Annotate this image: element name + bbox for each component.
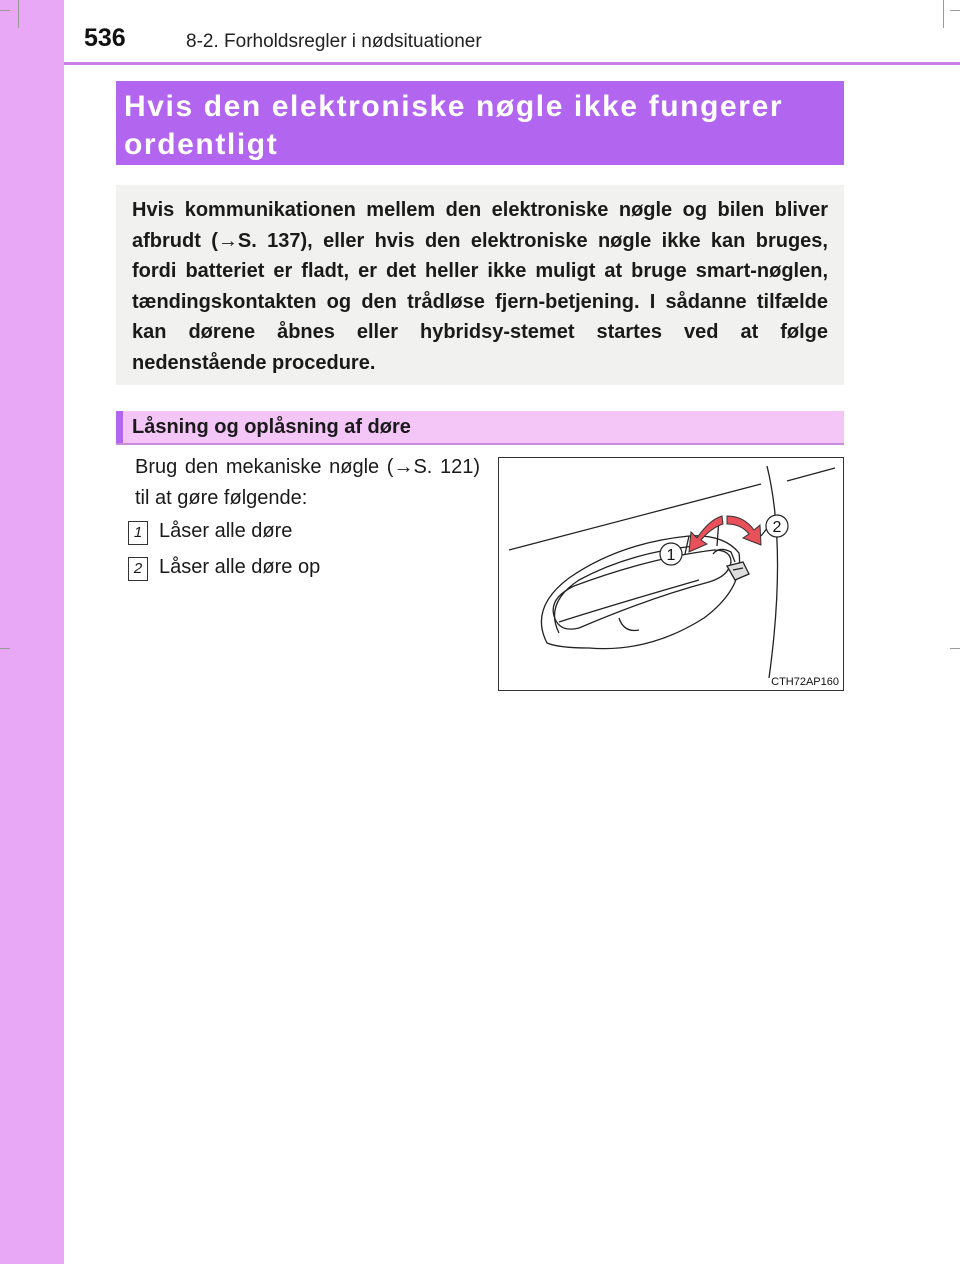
figure-code: CTH72AP160 [771, 676, 839, 688]
crop-mark [950, 10, 960, 11]
callout-2-label: 2 [772, 519, 782, 536]
section-title-line-2: ordentligt [124, 128, 279, 161]
body-text: Brug den mekaniske nøgle (→S. 121) til at gøre følgende: [135, 456, 480, 509]
intro-text: Hvis kommunikationen mellem den elektroniske nøgle og bilen bliver afbrudt (→S. 137), eller hvis den elektroniske nøgle ikke kan bruges, fordi batteriet er fladt, er det heller ikke muligt at bruge smart-nøglen, tændingskontakten og den trådløse fjern-betjening. I sådanne tilfælde kan dørene åbnes eller hybridsy-stemet startes ved at følge nedenstående procedure. [132, 199, 828, 374]
page-number: 536 [84, 24, 126, 52]
section-title-box [116, 81, 844, 165]
header-rule [64, 62, 960, 65]
door-handle-drawing [499, 458, 842, 689]
unlock-arrow-icon [727, 516, 761, 545]
crop-mark [18, 0, 19, 28]
section-title [124, 88, 834, 164]
crop-mark [0, 10, 10, 11]
subsection-header [116, 411, 844, 445]
crop-mark [943, 0, 944, 28]
callout-1-label: 1 [666, 547, 676, 564]
crop-mark [0, 648, 10, 649]
page-sidebar-tab [0, 0, 64, 1264]
crop-mark [950, 648, 960, 649]
step-number-badge: 1 [128, 521, 148, 545]
intro-box [116, 185, 844, 385]
door-handle-illustration [498, 457, 844, 691]
step-number-badge: 2 [128, 557, 148, 581]
step-text: Låser alle døre [159, 520, 293, 542]
step-text: Låser alle døre op [159, 556, 321, 578]
section-path: 8-2. Forholdsregler i nødsituationer [186, 31, 482, 52]
subsection-title: Låsning og oplåsning af døre [132, 416, 411, 438]
section-title-line-1: Hvis den elektroniske nøgle ikke fungerer [124, 90, 784, 123]
